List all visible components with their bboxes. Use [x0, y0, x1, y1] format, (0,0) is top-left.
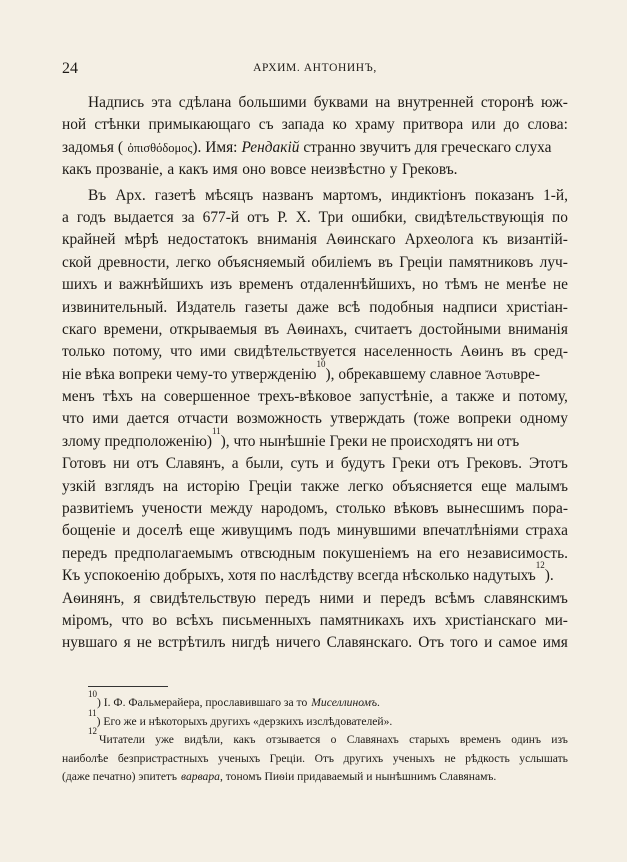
word: ихъ: [412, 611, 437, 629]
word: еще: [189, 522, 215, 540]
word: надписи: [442, 298, 498, 316]
footnote-ref: 12: [535, 560, 545, 571]
word: покушеніемъ: [322, 544, 410, 562]
text-line: [62, 543, 568, 565]
word: во: [152, 611, 168, 629]
word: я: [123, 634, 131, 652]
word: Греціи: [248, 477, 292, 495]
word: отзывается: [265, 733, 321, 746]
word: что: [62, 410, 84, 428]
word: даже: [296, 298, 329, 316]
text-line: [62, 252, 568, 274]
word: газеты: [244, 298, 288, 316]
word: какъ: [62, 161, 92, 179]
word: Аѳинахъ,: [286, 320, 348, 338]
word: Три: [318, 208, 344, 226]
main-text: [62, 92, 568, 655]
word: временъ: [238, 276, 294, 294]
word: оно: [242, 161, 266, 179]
footnote-10: 10 ) І. Ф. Фальмерайера, прославившаго за то Миселлиномъ .: [88, 689, 380, 709]
word: вѣковъ: [393, 500, 439, 518]
word: вовсе: [270, 161, 307, 179]
word: Читатели: [99, 733, 145, 746]
word: самое: [498, 634, 537, 652]
word: нувшаго: [62, 634, 118, 652]
word: на: [375, 94, 391, 111]
word: и: [103, 276, 113, 294]
word: прозваніе,: [96, 161, 163, 179]
word: всѣмъ: [434, 589, 475, 607]
word: старыхъ: [409, 733, 450, 746]
word: того: [450, 634, 478, 652]
word: письменныхъ: [222, 611, 311, 629]
word: взглядъ: [104, 477, 155, 495]
word: рѣдкость: [465, 751, 510, 765]
text-line: [62, 114, 568, 136]
word: на: [416, 544, 432, 562]
word: къ: [482, 231, 498, 249]
word: въ: [511, 343, 527, 361]
word: отъ: [136, 455, 159, 473]
text-line: [62, 319, 568, 341]
text-line: Къ успокоенію добрыхъ, хотя по наслѣдству всегда нѣсколько надутыхъ 12 ).: [62, 565, 568, 587]
word: также: [455, 388, 495, 406]
footnote-11: 11 ) Его же и нѣкоторыхъ другихъ «дерзкихъ изслѣдователей».: [88, 707, 393, 728]
text-line: [62, 408, 568, 430]
word: Археолога: [404, 231, 474, 249]
word: отъ: [247, 208, 270, 226]
word: буквами: [313, 94, 369, 111]
word: совершенное: [163, 388, 251, 406]
text-line: [62, 185, 568, 207]
word: неизвѣстно: [310, 161, 386, 179]
word: открываемыя: [169, 320, 258, 338]
word: на: [140, 388, 156, 406]
word: большими: [238, 94, 307, 111]
word: всѣхъ: [175, 611, 214, 629]
word: ной: [62, 116, 87, 134]
word: индиктіонъ: [391, 186, 466, 204]
word: легко: [348, 477, 384, 495]
word: что: [170, 343, 193, 361]
word: Аѳинскаго: [325, 231, 396, 249]
word: газетѣ: [154, 186, 196, 204]
word: въ: [378, 253, 393, 271]
word: и: [122, 522, 131, 540]
word: учености: [141, 500, 203, 518]
footnote-12-line-1: [99, 731, 568, 750]
text-line: злому предположенію) 11 ), что нынѣшніе Греки не происходятъ ни отъ: [62, 431, 568, 453]
word: мѣсяцъ: [204, 186, 254, 204]
word: притвора: [402, 116, 464, 134]
word: древности,: [97, 253, 170, 271]
word: какъ: [233, 733, 256, 746]
word: уже: [155, 733, 174, 746]
text-line: [62, 588, 568, 610]
greek-word: ὀπισθόδομος: [127, 140, 193, 155]
word: Арх.: [115, 186, 146, 204]
word: христіан-: [506, 298, 568, 316]
word: Греціи.: [269, 751, 306, 765]
text-line: [62, 274, 568, 296]
word: потому,: [112, 343, 163, 361]
word: ми-: [544, 611, 568, 629]
text-line: [62, 453, 568, 475]
word: Греки: [392, 455, 431, 473]
word: Грековъ.: [401, 161, 458, 179]
word: живущимъ: [221, 522, 293, 540]
word: суть: [290, 455, 319, 473]
word: свидѣтельствую: [149, 589, 257, 607]
word: что: [121, 611, 144, 629]
word: о: [330, 733, 337, 746]
word: названъ: [262, 186, 314, 204]
word: ими: [92, 410, 119, 428]
word: Этотъ: [528, 455, 568, 473]
word: утверждать: [330, 410, 406, 428]
word: ко: [332, 116, 347, 134]
word: шихъ: [62, 276, 98, 294]
word: возможность: [236, 410, 322, 428]
word: Греціи: [399, 253, 443, 271]
footnote-12: 12 Читатели уже видѣли, какъ отзывается о Славянахъ старыхъ временъ одинъ изъ: [62, 731, 568, 750]
word: слова:: [527, 116, 568, 134]
word: впечатлѣніями: [422, 522, 519, 540]
word: по: [552, 208, 568, 226]
word: достойными: [419, 320, 501, 338]
word: ученыхъ: [392, 751, 435, 765]
word: Готовъ: [62, 455, 107, 473]
word: вниманія: [257, 231, 317, 249]
footnote-divider: [88, 686, 168, 687]
word: ими: [199, 343, 227, 361]
word: менѣе: [506, 276, 547, 294]
word: одинъ: [511, 733, 541, 746]
word: я: [133, 589, 141, 607]
word: славянскимъ: [483, 589, 568, 607]
word: выдается: [113, 208, 174, 226]
word: передъ: [265, 589, 311, 607]
word: сред-: [533, 343, 568, 361]
word: а: [441, 388, 448, 406]
text-line: [62, 207, 568, 229]
word: пора-: [532, 500, 568, 518]
word: трехъ-вѣковое: [257, 388, 352, 406]
word: а: [167, 161, 175, 179]
word: изъ: [210, 276, 233, 294]
word: міромъ,: [62, 611, 113, 629]
word: безпристрастныхъ: [117, 751, 209, 765]
word: только: [62, 343, 106, 361]
word: юж-: [541, 94, 568, 111]
word: народомъ,: [260, 500, 328, 518]
word: исторію: [187, 477, 240, 495]
word: ошибки,: [351, 208, 407, 226]
word: недостатокъ: [167, 231, 249, 249]
word: извинительный.: [62, 298, 168, 316]
running-title: АРХИМ. АНТОНИНЪ,: [253, 62, 377, 74]
word: ученыхъ: [218, 751, 261, 765]
word: не: [444, 751, 456, 765]
word: отвсюдным: [240, 544, 316, 562]
word: малымъ: [515, 477, 568, 495]
word: не: [136, 634, 152, 652]
word: свидѣтельствующія: [414, 208, 545, 226]
text-line: [62, 498, 568, 520]
word: христіанскаго: [444, 611, 537, 629]
word: будутъ: [340, 455, 386, 473]
word: отъ: [437, 455, 460, 473]
word: или: [471, 116, 496, 134]
word: передъ: [380, 589, 426, 607]
word: были,: [245, 455, 284, 473]
word: Надпись: [88, 94, 145, 111]
word: въ: [264, 320, 280, 338]
word: запустѣніе,: [359, 388, 434, 406]
word: считаетъ: [354, 320, 413, 338]
word: примыкающаго: [148, 116, 251, 134]
text-line: [62, 297, 568, 319]
word: эта: [151, 94, 172, 111]
word: видѣли,: [184, 733, 224, 746]
word: передъ: [62, 544, 108, 562]
word: менъ: [62, 388, 95, 406]
word: бощеніе: [62, 522, 116, 540]
word: независимость.: [467, 544, 568, 562]
word: сторонѣ: [480, 94, 534, 111]
word: узкій: [62, 477, 96, 495]
word: еще: [481, 477, 507, 495]
word: объясняемый: [217, 253, 305, 271]
word: имя: [212, 161, 238, 179]
footnote-ref: 10: [316, 358, 326, 369]
word: страха: [525, 522, 568, 540]
word: Славянахъ: [346, 733, 399, 746]
word: мѣрѣ: [124, 231, 159, 249]
word: и: [502, 388, 511, 406]
word: Въ: [88, 186, 107, 204]
word: ничего: [275, 634, 321, 652]
word: на: [163, 477, 179, 495]
word: скаго: [62, 320, 97, 338]
word: отдаленнѣйшихъ,: [300, 276, 416, 294]
word: ними: [319, 589, 354, 607]
word: Р.: [277, 208, 288, 226]
word: тѣхъ: [102, 388, 133, 406]
word: между: [210, 500, 253, 518]
word: Отъ: [418, 634, 445, 652]
word: подъ: [299, 522, 331, 540]
text-line: [62, 386, 568, 408]
text-line: [62, 610, 568, 632]
word: Грековъ.: [466, 455, 522, 473]
word: тѣмъ: [444, 276, 478, 294]
word: 677-й: [202, 208, 240, 226]
text-line: [62, 92, 568, 114]
word: памятникахъ: [319, 611, 405, 629]
text-line: [62, 341, 568, 363]
word: дается: [126, 410, 170, 428]
word: обиліемъ: [311, 253, 372, 271]
greek-word: Ἄστυ: [485, 367, 514, 382]
word: (тоже: [413, 410, 450, 428]
italic-name: Рендакій: [241, 138, 300, 156]
word: ни: [113, 455, 130, 473]
word: вопреки: [458, 410, 512, 428]
word: одному: [519, 410, 568, 428]
word: встрѣтилъ: [157, 634, 226, 652]
text-line: ніе вѣка вопреки чему-то утвержденію 10 ), обрекавшему славное Ἄστυ вре-: [62, 364, 568, 386]
word: населенность: [363, 343, 453, 361]
word: памятниковъ: [448, 253, 534, 271]
word: вниманія: [508, 320, 568, 338]
word: также: [300, 477, 340, 495]
word: и: [325, 455, 334, 473]
word: временъ: [459, 733, 501, 746]
word: услышать: [519, 751, 568, 765]
word: внутренней: [397, 94, 474, 111]
word: всѣ: [337, 298, 361, 316]
word: Х.: [295, 208, 311, 226]
word: отчасти: [177, 410, 229, 428]
word: за: [181, 208, 195, 226]
word: важнѣйшихъ: [118, 276, 204, 294]
text-line: [62, 632, 568, 654]
word: показанъ: [474, 186, 535, 204]
word: легко: [175, 253, 212, 271]
footnote-12-line-3: (даже печатно) эпитетъ варвара , тономъ Пиѳіи придаваемый и нынѣшнимъ Славянамъ.: [62, 770, 497, 783]
footnote-ref: 11: [211, 425, 221, 436]
page-number: 24: [62, 60, 78, 77]
word: не: [552, 276, 568, 294]
word: и: [363, 589, 372, 607]
word: сдѣлана: [178, 94, 232, 111]
word: другихъ: [343, 751, 384, 765]
word: Аѳинъ: [460, 343, 504, 361]
running-header: [62, 60, 568, 80]
word: а: [231, 455, 239, 473]
word: потому,: [518, 388, 568, 406]
text-line: [62, 159, 568, 181]
word: Отъ: [314, 751, 335, 765]
word: подобныя: [369, 298, 434, 316]
word: времени,: [103, 320, 163, 338]
word: но: [422, 276, 439, 294]
word: Славянскаго.: [326, 634, 413, 652]
word: предполагаемымъ: [114, 544, 233, 562]
word: развитіемъ: [62, 500, 134, 518]
word: ской: [62, 253, 92, 271]
word: имя: [542, 634, 568, 652]
word: его: [439, 544, 460, 562]
word: не: [484, 276, 500, 294]
word: стѣнки: [94, 116, 141, 134]
word: и: [484, 634, 493, 652]
text-line: [62, 229, 568, 251]
word: до: [503, 116, 520, 134]
word: у: [389, 161, 398, 179]
word: храму: [355, 116, 395, 134]
word: а: [62, 208, 69, 226]
word: Славянъ,: [165, 455, 225, 473]
word: свидѣтельствуется: [233, 343, 357, 361]
word: вынесшимъ: [446, 500, 525, 518]
text-line: [62, 520, 568, 542]
text-line: [62, 476, 568, 498]
word: объясняется: [392, 477, 473, 495]
word: съ: [258, 116, 274, 134]
word: минувшими: [336, 522, 417, 540]
word: изъ: [551, 733, 568, 746]
word: столько: [335, 500, 386, 518]
word: луч-: [539, 253, 568, 271]
word: какъ: [178, 161, 209, 179]
word: запада: [281, 116, 325, 134]
word: Издатель: [176, 298, 236, 316]
word: 1-й,: [543, 186, 568, 204]
word: нигдѣ: [231, 634, 270, 652]
word: годъ: [76, 208, 106, 226]
word: наиболѣе: [62, 751, 109, 765]
footnotes: [62, 689, 568, 787]
word: Аѳинянъ,: [62, 589, 125, 607]
word: доселѣ: [136, 522, 183, 540]
word: византій-: [506, 231, 568, 249]
word: мартомъ,: [322, 186, 383, 204]
word: крайней: [62, 231, 116, 249]
text-line: задомья ( ὀπισθόδομος ). Имя: Рендакій странно звучитъ для греческаго слуха: [62, 137, 568, 159]
footnote-12-line-2: [62, 750, 568, 769]
